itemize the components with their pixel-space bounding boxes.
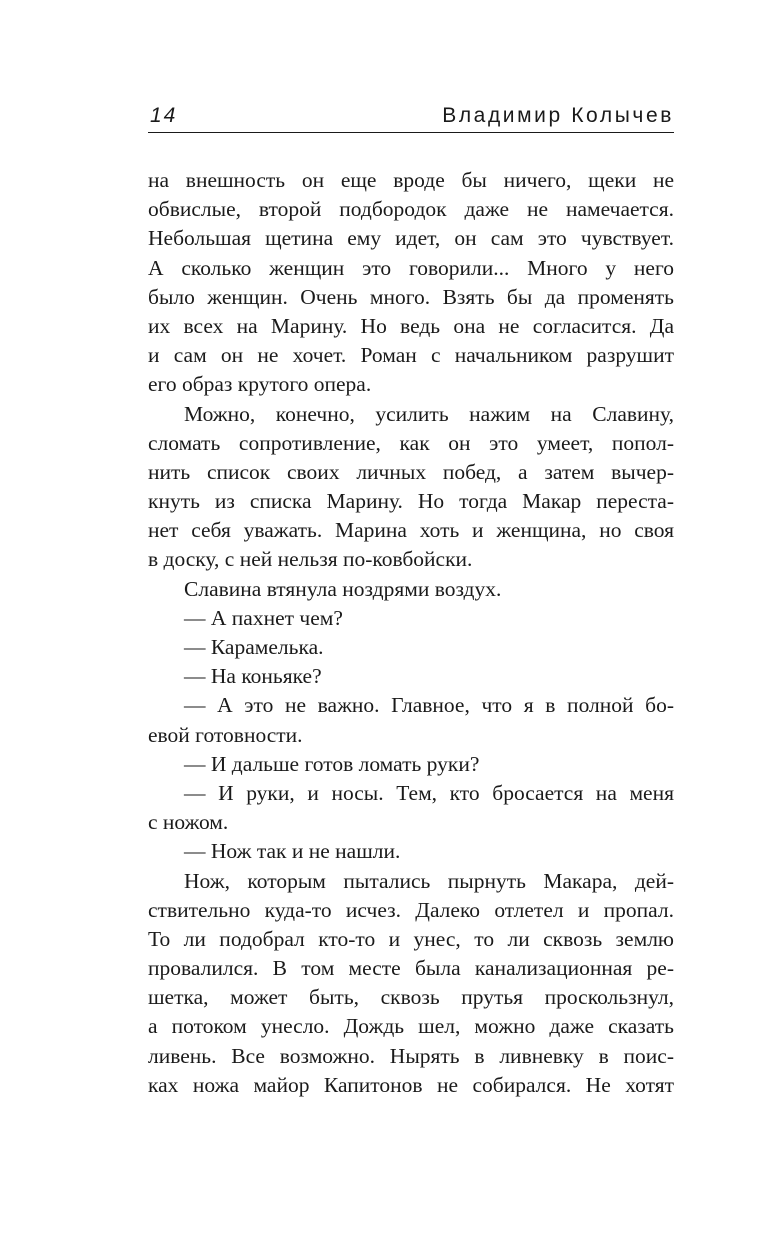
- text-line: ливень. Все возможно. Нырять в ливневку в поис-: [148, 1043, 674, 1068]
- dialogue-line: с ножом.: [148, 810, 229, 835]
- text-line: в доску, с ней нельзя по-ковбойски.: [148, 547, 473, 572]
- text-line: их всех на Марину. Но ведь она не согласится. Да: [148, 313, 674, 338]
- text-line: А сколько женщин это говорили... Много у него: [148, 255, 674, 280]
- text-line: ствительно куда-то исчез. Далеко отлетел и пропал.: [148, 897, 674, 922]
- text-line: Нож, которым пытались пырнуть Макара, дей-: [184, 868, 674, 893]
- text-line: То ли подобрал кто-то и унес, то ли сквозь землю: [148, 926, 674, 951]
- dialogue-line: евой готовности.: [148, 722, 303, 747]
- dialogue-line: — И дальше готов ломать руки?: [184, 751, 480, 776]
- text-line: обвислые, второй подбородок даже не намечается.: [148, 197, 674, 222]
- dialogue-line: — А пахнет чем?: [184, 605, 343, 630]
- text-line: Славина втянула ноздрями воздух.: [184, 576, 502, 601]
- running-header: [148, 100, 674, 133]
- page-number: 14: [150, 104, 178, 127]
- text-line: и сам он не хочет. Роман с начальником разрушит: [148, 343, 674, 368]
- text-line: шетка, может быть, сквозь прутья проскользнул,: [148, 985, 674, 1010]
- dialogue-line: — А это не важно. Главное, что я в полной бо-: [184, 693, 674, 718]
- dialogue-line: — Карамелька.: [184, 635, 324, 659]
- text-line: сломать сопротивление, как он это умеет, попол-: [148, 430, 674, 455]
- text-line: Небольшая щетина ему идет, он сам это чувствует.: [148, 226, 674, 251]
- author-name: Владимир Колычев: [442, 104, 674, 127]
- text-line: нить список своих личных побед, а затем вычер-: [148, 459, 674, 484]
- dialogue-line: — И руки, и носы. Тем, кто бросается на меня: [184, 780, 674, 805]
- text-line: нет себя уважать. Марина хоть и женщина, но своя: [148, 518, 674, 543]
- dialogue-line: — Нож так и не нашли.: [184, 839, 401, 864]
- dialogue-line: — На коньяке?: [184, 664, 322, 689]
- text-line: Можно, конечно, усилить нажим на Славину,: [184, 401, 674, 426]
- text-line: провалился. В том месте была канализационная ре-: [148, 956, 674, 981]
- text-line: ках ножа майор Капитонов не собирался. Не хотят: [148, 1072, 674, 1097]
- body-text: [148, 166, 674, 1100]
- text-line: было женщин. Очень много. Взять бы да променять: [148, 284, 674, 309]
- text-line: а потоком унесло. Дождь шел, можно даже сказать: [148, 1014, 674, 1039]
- text-line: на внешность он еще вроде бы ничего, щеки не: [148, 168, 674, 192]
- text-line: его образ крутого опера.: [148, 372, 372, 397]
- text-line: кнуть из списка Марину. Но тогда Макар переста-: [148, 489, 674, 514]
